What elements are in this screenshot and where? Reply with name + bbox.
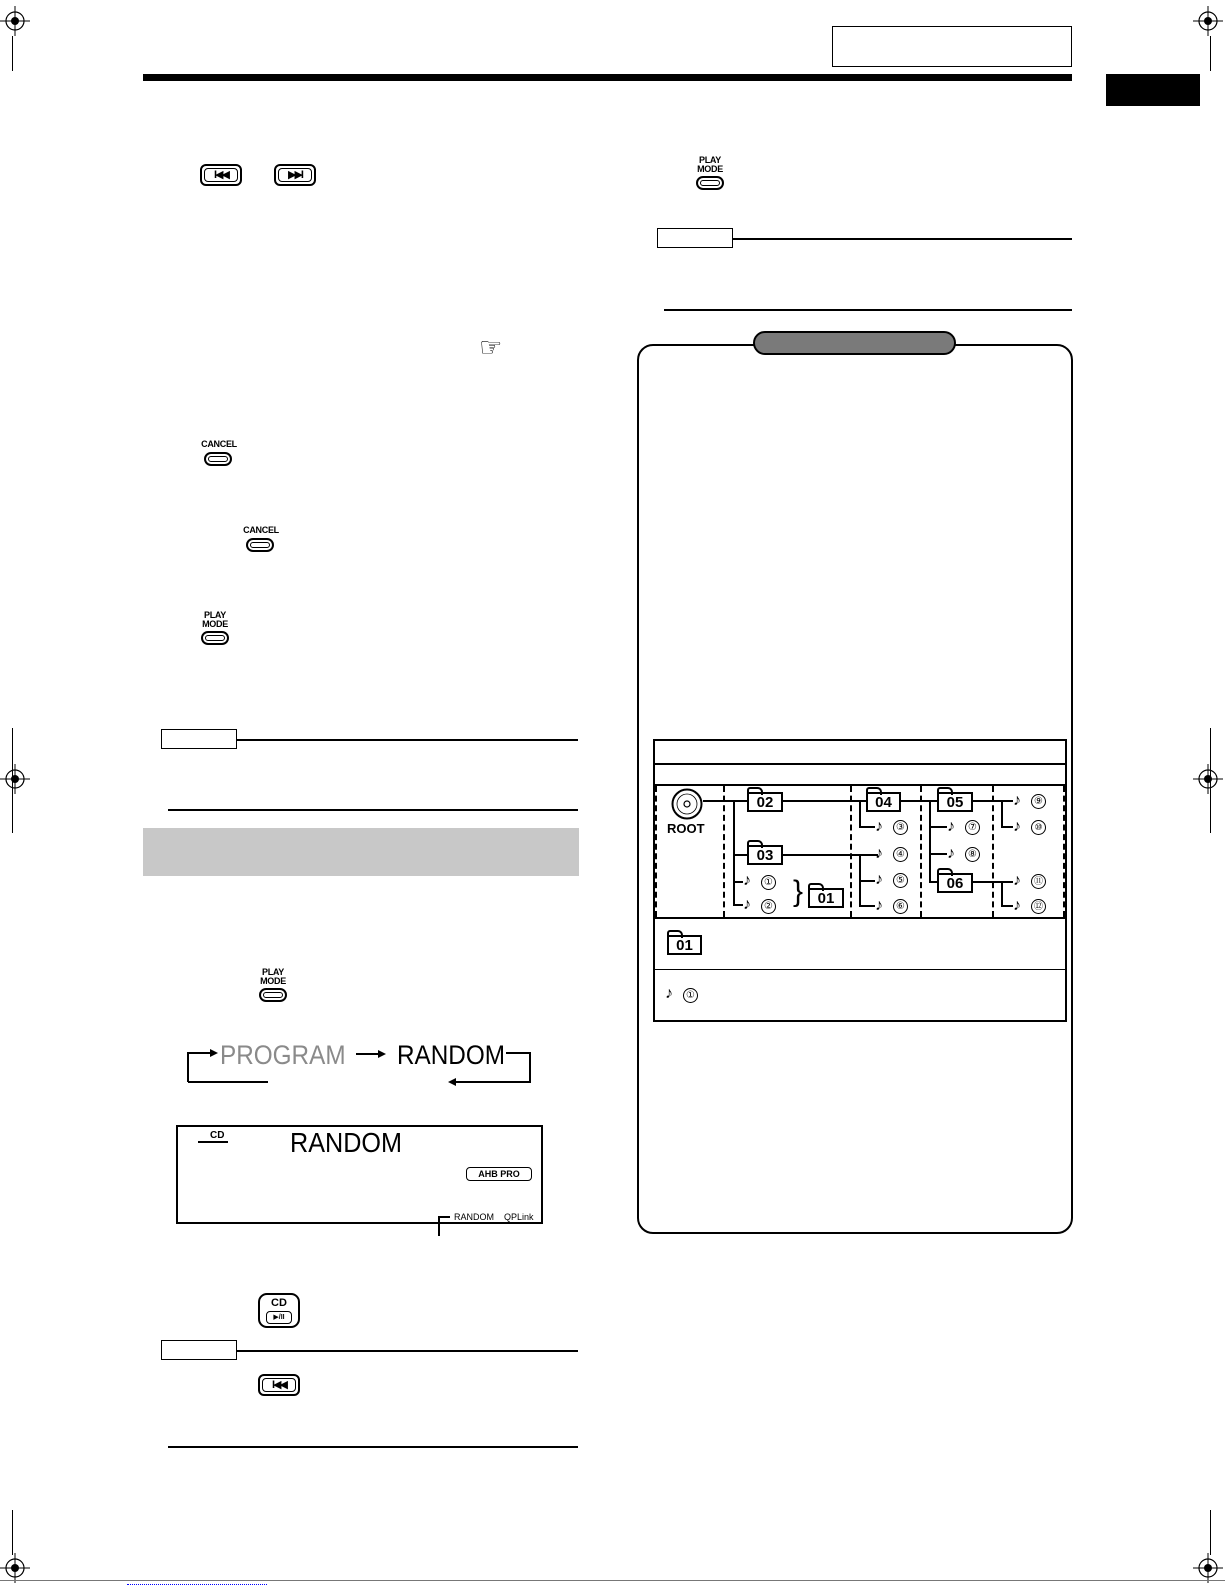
crop-line-right-top <box>1210 36 1211 71</box>
tree-line-t3 <box>859 826 875 828</box>
note-icon: ♪ <box>875 818 883 835</box>
folder-05: 05 <box>937 792 973 812</box>
root-label: ROOT <box>667 821 705 836</box>
track-5: ⑤ <box>893 873 908 888</box>
track-7: ⑦ <box>965 820 980 835</box>
ahb-pro-indicator: AHB PRO <box>466 1167 532 1181</box>
folder-03: 03 <box>747 845 783 865</box>
cd-button-label: CD <box>271 1297 287 1309</box>
tree-line-t7 <box>929 826 947 828</box>
tree-line-03 <box>733 854 747 856</box>
tree-line-col2-vert-a <box>859 801 861 827</box>
tree-line-t10 <box>1001 826 1013 828</box>
cd-source-indicator: CD <box>198 1130 228 1143</box>
tree-line-05-9 <box>973 800 1013 802</box>
cancel-button[interactable] <box>204 452 232 466</box>
note-box-left-1 <box>161 729 237 749</box>
next-skip-button[interactable]: ▶▶I <box>274 164 316 186</box>
indicator-leader-v <box>438 1216 440 1236</box>
bottom-page-line <box>0 1580 1225 1581</box>
registration-mark-mid-left <box>0 764 30 794</box>
registration-mark-bottom-left <box>0 1553 30 1583</box>
cancel-button-label-2: CANCEL <box>243 525 279 535</box>
tree-line-06-11 <box>973 881 1013 883</box>
note-rule-left-2 <box>237 1350 578 1352</box>
column-divider-3 <box>850 786 852 917</box>
registration-mark-bottom-right <box>1193 1553 1223 1583</box>
random-indicator: RANDOM <box>454 1212 494 1222</box>
play-mode-label-2: PLAY MODE <box>260 967 286 986</box>
crop-line-right-bottom <box>1210 1510 1211 1555</box>
info-panel-title-tab <box>753 331 956 355</box>
note-icon: ♪ <box>875 845 883 862</box>
display-panel <box>176 1125 543 1224</box>
diagram-header-line-2 <box>655 784 1065 786</box>
tree-line-03-4 <box>783 854 878 856</box>
note-icon: ♪ <box>947 845 955 862</box>
note-icon: ♪ <box>743 872 751 889</box>
section-heading-bar <box>143 828 579 876</box>
note-icon: ♪ <box>947 818 955 835</box>
prev-skip-button[interactable]: I◀◀ <box>200 164 242 186</box>
header-box <box>832 26 1072 67</box>
tree-line-t1 <box>733 881 743 883</box>
legend-folder: 01 <box>667 935 702 955</box>
play-mode-button-1[interactable] <box>201 631 229 645</box>
note-end-rule-left-1 <box>168 809 578 811</box>
random-mode-label: RANDOM <box>397 1040 505 1070</box>
crop-line-right-mid <box>1210 728 1211 833</box>
diagram-header-line-1 <box>655 763 1065 765</box>
tree-line-root-02 <box>703 800 747 802</box>
qplink-indicator: QPLink <box>504 1212 534 1222</box>
note-end-rule-right <box>664 309 1072 311</box>
note-icon: ♪ <box>875 871 883 888</box>
diagram-legend-line-1 <box>655 917 1065 919</box>
crop-line-left-bottom <box>12 1510 13 1555</box>
note-icon: ♪ <box>875 897 883 914</box>
registration-mark-top-right <box>1193 6 1223 36</box>
tree-line-t8 <box>929 853 947 855</box>
indicator-leader-h <box>438 1216 450 1218</box>
note-end-rule-left-2 <box>168 1446 578 1448</box>
track-1: ① <box>761 875 776 890</box>
cancel-button-2[interactable] <box>246 538 274 552</box>
play-mode-label-3: PLAY MODE <box>697 155 723 174</box>
note-icon: ♪ <box>1013 897 1021 914</box>
legend-note-icon: ♪ <box>665 985 673 1002</box>
folder-04: 04 <box>866 792 901 812</box>
track-3: ③ <box>893 820 908 835</box>
note-icon: ♪ <box>1013 792 1021 809</box>
folder-01: 01 <box>808 888 844 908</box>
note-rule-right <box>733 238 1072 240</box>
track-2: ② <box>761 899 776 914</box>
track-4: ④ <box>893 847 908 862</box>
note-icon: ♪ <box>743 896 751 913</box>
tree-line-col4-vert-a <box>1001 801 1003 827</box>
tree-line-col1-vert <box>733 801 735 905</box>
disc-icon <box>671 788 703 820</box>
note-box-right <box>657 228 733 248</box>
display-main-text: RANDOM <box>290 1127 403 1158</box>
legend-track: ① <box>683 988 698 1003</box>
language-tab <box>1106 74 1200 106</box>
track-11: ⑪ <box>1031 874 1046 889</box>
folder-02: 02 <box>747 792 783 812</box>
column-divider-6 <box>1063 786 1065 917</box>
tree-line-04-05 <box>901 800 937 802</box>
registration-mark-top-left <box>0 6 30 36</box>
crop-line-left-mid <box>12 728 13 833</box>
brace-icon: } <box>793 875 804 908</box>
track-12: ⑫ <box>1031 899 1046 914</box>
note-rule-left-1 <box>237 739 578 741</box>
tree-line-t2 <box>733 904 743 906</box>
pointing-hand-icon: ☞ <box>479 332 503 362</box>
note-icon: ♪ <box>1013 818 1021 835</box>
tree-line-col4-vert-b <box>1001 881 1003 906</box>
track-8: ⑧ <box>965 847 980 862</box>
play-pause-icon: ▶/II <box>266 1311 292 1324</box>
header-rule <box>143 74 1072 81</box>
column-divider-5 <box>992 786 994 917</box>
column-divider-1 <box>655 786 657 917</box>
program-mode-label: PROGRAM <box>220 1040 346 1070</box>
track-10: ⑩ <box>1031 820 1046 835</box>
tree-line-02-04 <box>783 800 866 802</box>
prev-skip-button-2[interactable]: I◀◀ <box>258 1374 300 1396</box>
track-6: ⑥ <box>893 899 908 914</box>
play-mode-label-1: PLAY MODE <box>202 610 228 629</box>
diagram-legend-line-2 <box>655 969 1065 970</box>
folder-diagram-table <box>653 739 1067 1022</box>
crop-line-left-top <box>12 36 13 71</box>
tree-line-t6 <box>859 905 875 907</box>
track-9: ⑨ <box>1031 794 1046 809</box>
cd-play-pause-button[interactable] <box>258 1293 300 1328</box>
tree-line-t12 <box>1001 905 1013 907</box>
play-mode-button-2[interactable] <box>259 988 287 1002</box>
column-divider-4 <box>920 786 922 917</box>
note-box-left-2 <box>161 1340 237 1360</box>
play-mode-button-3[interactable] <box>696 176 724 190</box>
note-icon: ♪ <box>1013 872 1021 889</box>
tree-line-t5 <box>859 880 875 882</box>
folder-06: 06 <box>937 873 973 893</box>
tree-line-col3-vert <box>929 801 931 883</box>
column-divider-2 <box>723 786 725 917</box>
registration-mark-mid-right <box>1193 764 1223 794</box>
cancel-button-label: CANCEL <box>201 439 237 449</box>
